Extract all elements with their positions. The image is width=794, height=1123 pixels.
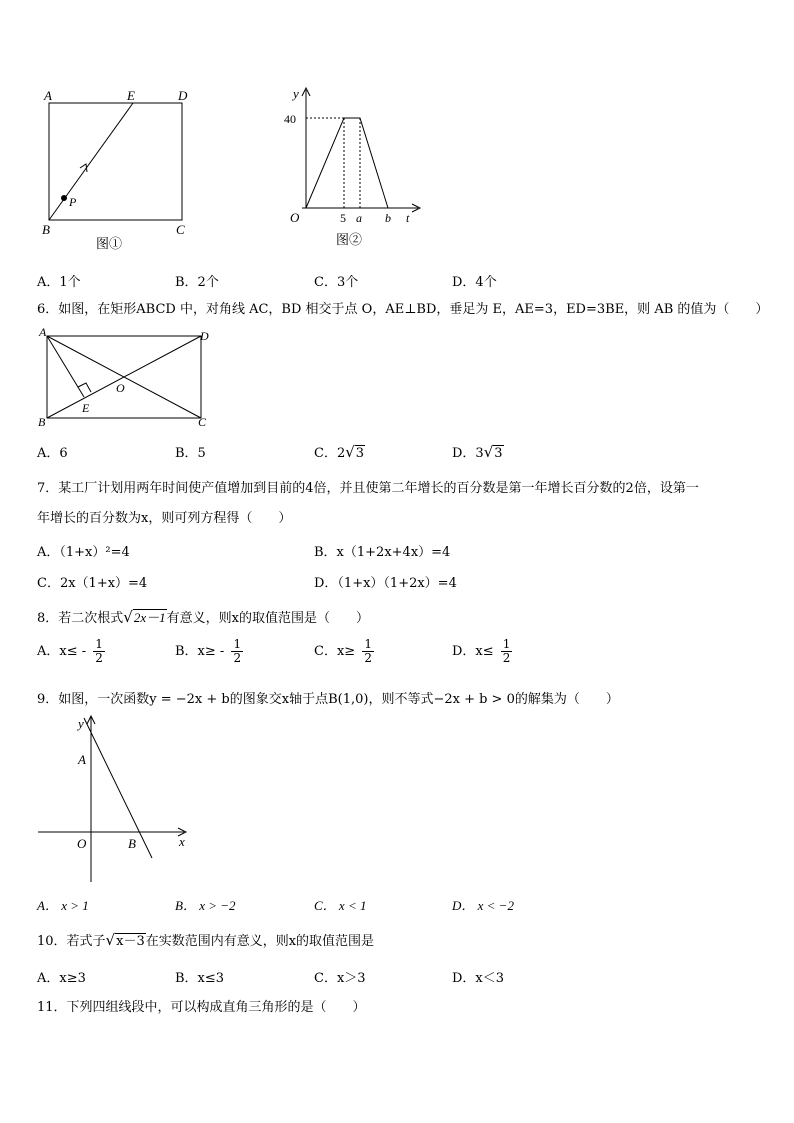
q8-option-label: A．x≤ - [37, 644, 87, 659]
q9-function-line [84, 718, 152, 858]
q8-frac-den: 2 [502, 651, 511, 665]
q8-frac-num: 1 [364, 637, 372, 651]
figure1-label: B [42, 222, 50, 237]
q9-label-o: O [77, 836, 87, 851]
figure2-x-tick: t [406, 211, 410, 225]
figure2-caption: 图② [336, 232, 363, 247]
q6-label: A [39, 326, 47, 339]
q7-option-b: B．x（1+2x+4x）=4 [314, 545, 451, 560]
q9-label-y: y [78, 716, 84, 731]
q6-option-c: C．2√3 [314, 443, 365, 461]
q6-option-d-radicand: 3 [494, 446, 503, 461]
figure1-path-line [49, 103, 133, 220]
figure1-label: E [127, 88, 135, 103]
q8-frac-num: 1 [95, 637, 103, 651]
q6-label: C [198, 415, 207, 429]
q7-option-c: C．2x（1+x）=4 [37, 576, 148, 591]
q10-radicand: x－3 [116, 934, 145, 949]
q10-option-d: D．x＜3 [452, 971, 505, 986]
figure1-label: A [44, 88, 52, 103]
q6-label: B [38, 415, 46, 429]
q9-label-x: x [179, 834, 185, 849]
figure2-x-tick: a [356, 211, 362, 225]
q7-option-a: A．（1+x）²=4 [37, 545, 130, 560]
q11-question: 11．下列四组线段中，可以构成直角三角形的是（ ） [37, 1000, 366, 1015]
q10-prefix: 10．若式子 [37, 934, 106, 949]
q6-option-c-text: C．2 [314, 446, 346, 461]
q6-option-d-text: D．3 [452, 446, 484, 461]
figure2-y-label: y [293, 86, 299, 101]
q6-segment-ae [47, 336, 84, 397]
q8-option-label: D．x≤ [452, 644, 494, 659]
q6-question: 6．如图，在矩形ABCD 中，对角线 AC，BD 相交于点 O，AE⊥BD，垂足为 E，AE=3，ED=3BE，则 AB 的值为（ ） [37, 302, 769, 317]
figure1-label: D [178, 88, 188, 103]
q8-frac-den: 2 [364, 651, 372, 665]
q6-option-d: D．3√3 [452, 443, 503, 461]
q9-option-d: D． x < −2 [452, 898, 514, 913]
q5-option-d: D．4个 [452, 275, 497, 290]
q8-option-b [175, 638, 243, 665]
figure2-origin: O [290, 210, 300, 225]
q9-option-a: A． x > 1 [37, 898, 89, 913]
figure2-y-tick: 40 [284, 112, 296, 126]
q9-figure [34, 714, 194, 886]
figure1-caption: 图① [96, 236, 123, 251]
q8-radicand: 2x－1 [133, 610, 166, 625]
q8-question: 8．若二次根式√2x－1有意义，则x的取值范围是（ ） [37, 608, 369, 626]
q9-option-b: B． x > −2 [175, 898, 236, 913]
q8-option-c [314, 638, 374, 665]
q8-option-label: C．x≥ [314, 644, 356, 659]
q8-frac-num: 1 [233, 637, 242, 651]
q8-suffix: 有意义，则x的取值范围是（ ） [166, 611, 369, 626]
figure1-label: C [176, 222, 185, 237]
q6-label: D [200, 329, 209, 343]
q8-frac-den: 2 [95, 651, 103, 665]
q8-frac-num: 1 [502, 637, 511, 651]
figure2-graph [306, 118, 388, 208]
q10-suffix: 在实数范围内有意义，则x的取值范围是 [145, 934, 375, 949]
q5-option-b: B．2个 [175, 275, 219, 290]
q5-option-c: C．3个 [314, 275, 359, 290]
figure2-x-tick: b [385, 211, 391, 225]
q8-option-a [37, 638, 105, 665]
q8-frac-den: 2 [233, 651, 242, 665]
figure-1 [36, 86, 206, 256]
q8-option-d [452, 638, 512, 665]
figure1-label: P [69, 195, 77, 209]
q10-option-a: A．x≥3 [37, 971, 86, 986]
q6-option-c-radicand: 3 [355, 446, 365, 461]
q9-question: 9．如图，一次函数y = −2x + b的图象交x轴于点B(1,0)，则不等式−2x + b > 0的解集为（ ） [37, 692, 619, 707]
q6-label: E [82, 401, 90, 415]
q7-question-line2: 年增长的百分数为x，则可列方程得（ ） [37, 511, 292, 526]
q8-prefix: 8．若二次根式 [37, 611, 124, 626]
q9-option-c: C． x < 1 [314, 898, 367, 913]
figure1-point-p [61, 195, 67, 201]
q7-question-line1: 7．某工厂计划用两年时间使产值增加到目前的4倍，并且使第二年增长的百分数是第一年增长百分数的2倍，设第一 [37, 481, 699, 496]
q10-question: 10．若式子√x－3在实数范围内有意义，则x的取值范围是 [37, 931, 375, 949]
figure-2 [282, 84, 432, 254]
q10-option-b: B．x≤3 [175, 971, 225, 986]
q9-label-a: A [78, 752, 86, 767]
q8-option-label: B．x≥ - [175, 644, 225, 659]
q7-option-d: D．（1+x）（1+2x）=4 [314, 576, 457, 591]
q6-figure [34, 326, 214, 430]
q9-label-b: B [128, 836, 136, 851]
q6-option-b: B．5 [175, 446, 206, 461]
q10-option-c: C．x＞3 [314, 971, 366, 986]
q5-option-a: A．1个 [37, 275, 81, 290]
figure2-x-tick: 5 [340, 211, 346, 225]
q6-label: O [116, 381, 125, 395]
q6-option-a: A．6 [37, 446, 68, 461]
